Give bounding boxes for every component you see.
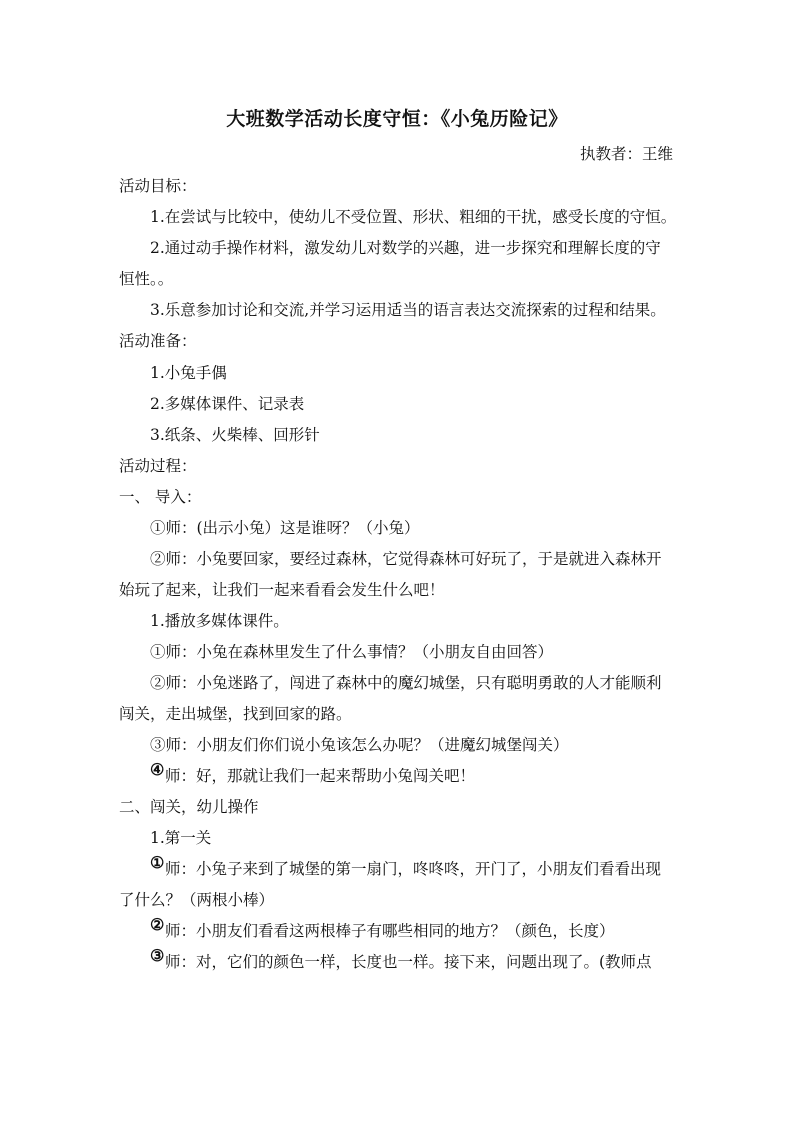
process-heading: 活动过程： xyxy=(119,457,197,475)
document-title: 大班数学活动长度守恒：《小兔历险记》 xyxy=(226,108,568,130)
paragraph: ①师：(出示小兔）这是谁呀？（小兔） xyxy=(150,519,420,537)
section-heading: 一、 导入： xyxy=(119,488,202,506)
paragraph: 1.播放多媒体课件。 xyxy=(150,612,289,630)
prep-item: 2.多媒体课件、记录表 xyxy=(150,395,305,413)
circled-number-mark: ② xyxy=(150,915,165,934)
author-line: 执教者：王维 xyxy=(580,145,674,163)
paragraph: 师：小兔子来到了城堡的第一扇门，咚咚咚，开门了，小朋友们看看出现 xyxy=(165,860,662,878)
prep-item: 3.纸条、火柴棒、回形针 xyxy=(150,426,320,444)
paragraph: 1.第一关 xyxy=(150,829,212,847)
goals-heading: 活动目标： xyxy=(119,177,197,195)
circled-number-mark: ① xyxy=(150,853,165,872)
circled-number-mark: ④ xyxy=(150,760,165,779)
paragraph: ③师：小朋友们你们说小兔该怎么办呢？（进魔幻城堡闯关） xyxy=(150,736,569,754)
goal-item: 2.通过动手操作材料，激发幼儿对数学的兴趣，进一步探究和理解长度的守 xyxy=(150,239,661,257)
goal-item-continuation: 恒性。。 xyxy=(119,270,174,288)
goal-item: 3.乐意参加讨论和交流,并学习运用适当的语言表达交流探索的过程和结果。 xyxy=(150,301,666,319)
paragraph-continuation: 了什么？（两根小棒） xyxy=(119,891,275,909)
prep-item: 1.小兔手偶 xyxy=(150,364,227,382)
paragraph-continuation: 闯关，走出城堡，找到回家的路。 xyxy=(119,705,352,723)
paragraph: 师：小朋友们看看这两根棒子有哪些相同的地方？（颜色，长度） xyxy=(165,922,615,940)
paragraph-continuation: 始玩了起来，让我们一起来看看会发生什么吧！ xyxy=(119,581,445,599)
section-heading: 二、闯关，幼儿操作 xyxy=(119,798,259,816)
circled-number-mark: ③ xyxy=(150,946,165,965)
paragraph: ①师：小兔在森林里发生了什么事情？（小朋友自由回答） xyxy=(150,643,554,661)
paragraph: 师：对，它们的颜色一样，长度也一样。接下来，问题出现了。(教师点 xyxy=(165,953,652,971)
paragraph: 师：好，那就让我们一起来帮助小兔闯关吧！ xyxy=(165,767,476,785)
paragraph: ②师：小兔迷路了，闯进了森林中的魔幻城堡，只有聪明勇敢的人才能顺利 xyxy=(150,674,662,692)
prep-heading: 活动准备： xyxy=(119,332,197,350)
paragraph: ②师：小兔要回家，要经过森林，它觉得森林可好玩了，于是就进入森林开 xyxy=(150,550,662,568)
goal-item: 1.在尝试与比较中，使幼儿不受位置、形状、粗细的干扰，感受长度的守恒。 xyxy=(150,208,677,226)
